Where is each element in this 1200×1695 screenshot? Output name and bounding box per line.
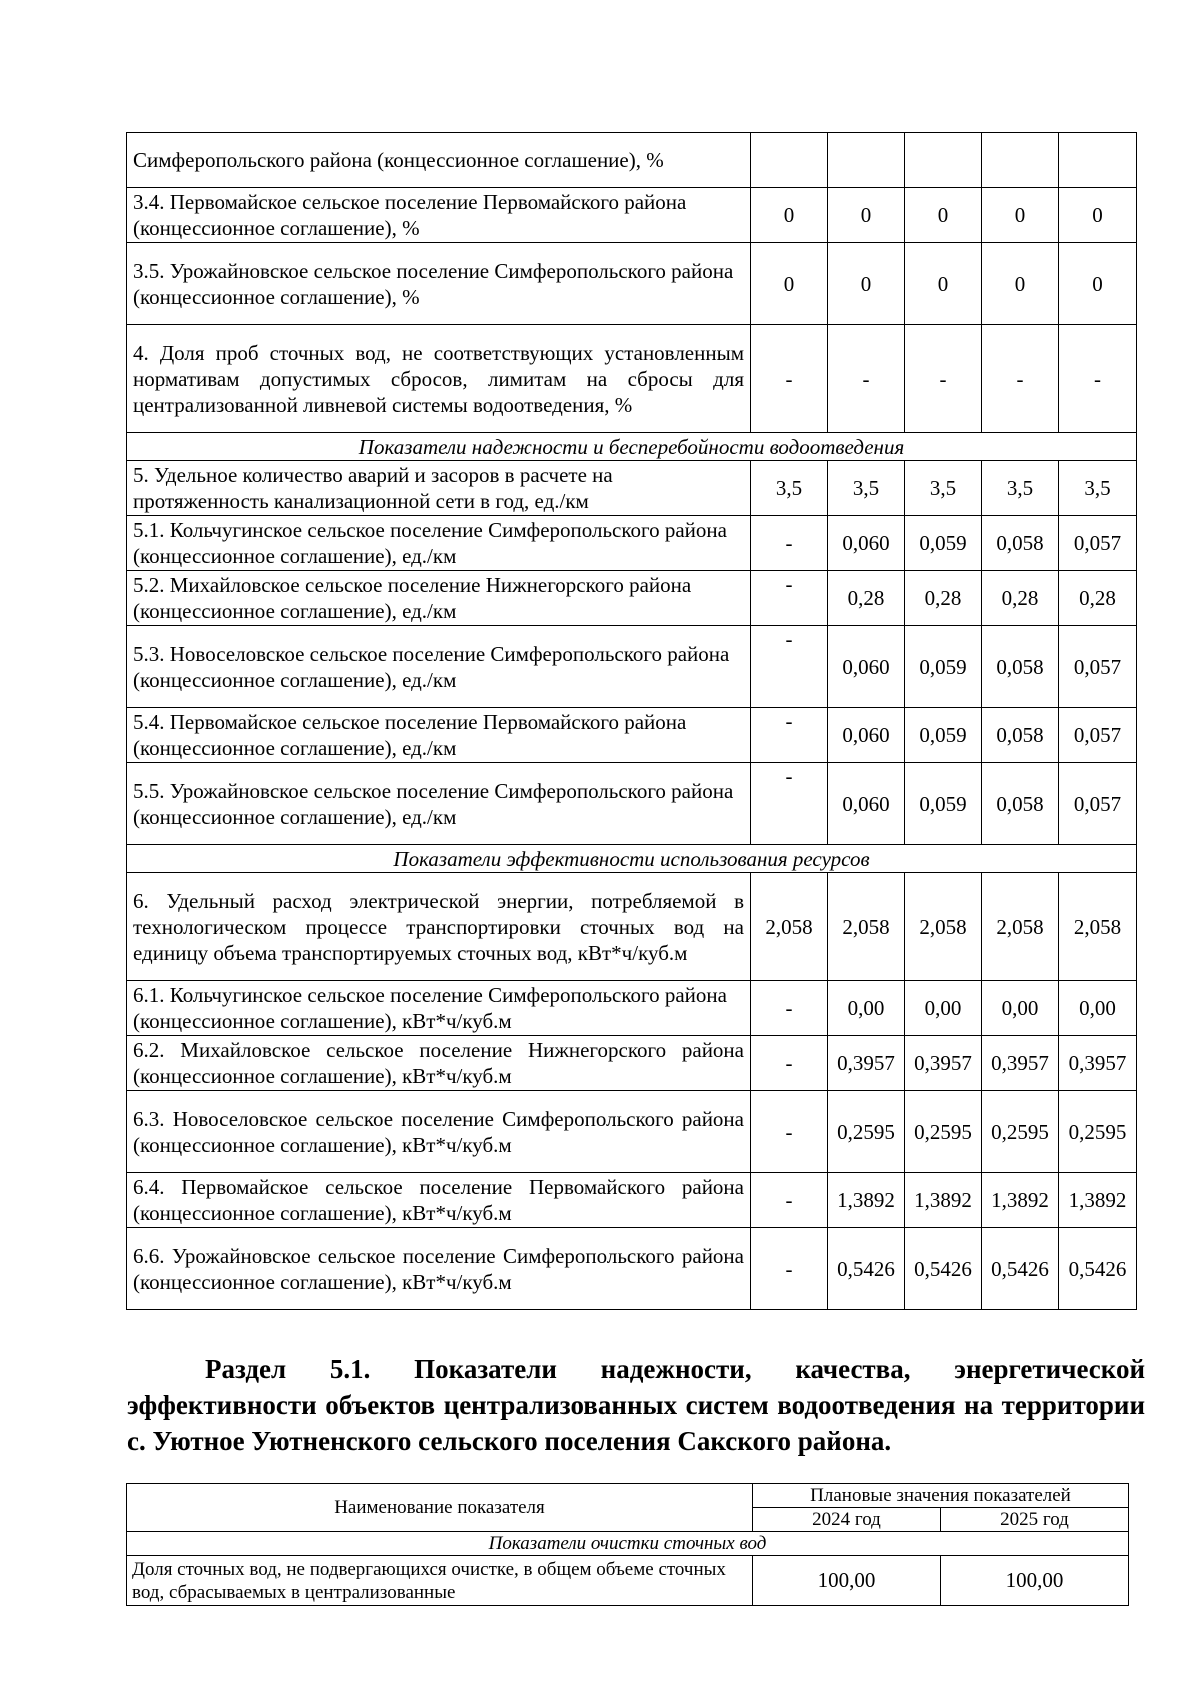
value-cell: 1,3892 — [1059, 1173, 1137, 1228]
value-cell: - — [828, 325, 905, 433]
section-row — [127, 433, 1137, 461]
value-cell: 0 — [828, 188, 905, 243]
value-cell: 0,058 — [982, 516, 1059, 571]
value-cell: 0,059 — [905, 626, 982, 708]
value-cell: 1,3892 — [828, 1173, 905, 1228]
value-cell: 0,058 — [982, 708, 1059, 763]
value-cell: 3,5 — [905, 461, 982, 516]
section-title: Показатели очистки сточных вод — [127, 1532, 1129, 1556]
value-cell: 0 — [751, 188, 828, 243]
section-title: Показатели надежности и бесперебойности водоотведения — [127, 433, 1137, 461]
value-cell: 0,28 — [1059, 571, 1137, 626]
value-cell: 0 — [1059, 188, 1137, 243]
value-cell: 0,2595 — [982, 1091, 1059, 1173]
value-cell: - — [751, 325, 828, 433]
indicator-name: 6.4. Первомайское сельское поселение Первомайского района (концессионное соглашение), кВт*ч/куб.м — [127, 1173, 751, 1228]
value-cell: - — [751, 708, 828, 763]
value-cell: 0,059 — [905, 708, 982, 763]
table-row — [127, 188, 1137, 243]
indicator-name: 3.4. Первомайское сельское поселение Первомайского района (концессионное соглашение), % — [127, 188, 751, 243]
value-cell: 0,3957 — [1059, 1036, 1137, 1091]
table-row — [127, 626, 1137, 708]
table-row — [127, 461, 1137, 516]
table-row — [127, 1091, 1137, 1173]
table-row — [127, 325, 1137, 433]
indicator-name: 6.1. Кольчугинское сельское поселение Симферопольского района (концессионное соглашение), кВт*ч/куб.м — [127, 981, 751, 1036]
value-cell: 1,3892 — [982, 1173, 1059, 1228]
value-cell: 3,5 — [1059, 461, 1137, 516]
value-cell: - — [751, 981, 828, 1036]
value-cell: 0,00 — [828, 981, 905, 1036]
indicator-name: 6.6. Урожайновское сельское поселение Симферопольского района (концессионное соглашение), кВт*ч/куб.м — [127, 1228, 751, 1310]
table-row — [127, 981, 1137, 1036]
value-cell: 0,057 — [1059, 626, 1137, 708]
indicator-name: Симферопольского района (концессионное соглашение), % — [127, 133, 751, 188]
value-cell: 0,2595 — [1059, 1091, 1137, 1173]
value-cell — [982, 133, 1059, 188]
header-year: 2025 год — [941, 1508, 1129, 1532]
header-year: 2024 год — [753, 1508, 941, 1532]
value-cell: 3,5 — [751, 461, 828, 516]
value-cell: 0,058 — [982, 626, 1059, 708]
value-cell: 0 — [828, 243, 905, 325]
value-cell: - — [751, 516, 828, 571]
value-cell: - — [751, 1036, 828, 1091]
indicator-name: 5.1. Кольчугинское сельское поселение Симферопольского района (концессионное соглашение), ед./км — [127, 516, 751, 571]
value-cell: - — [751, 1091, 828, 1173]
value-cell: 0,057 — [1059, 708, 1137, 763]
table-row — [127, 133, 1137, 188]
indicators-table — [126, 132, 1137, 1310]
value-cell: - — [751, 571, 828, 626]
value-cell: 0,28 — [982, 571, 1059, 626]
value-cell: 3,5 — [982, 461, 1059, 516]
value-cell: 0,3957 — [982, 1036, 1059, 1091]
value-cell: 0,057 — [1059, 763, 1137, 845]
indicator-name: 5.4. Первомайское сельское поселение Первомайского района (концессионное соглашение), ед./км — [127, 708, 751, 763]
value-cell: 0,2595 — [828, 1091, 905, 1173]
plan-values-table — [126, 1483, 1129, 1606]
indicator-name: 3.5. Урожайновское сельское поселение Симферопольского района (концессионное соглашение), % — [127, 243, 751, 325]
value-cell: - — [751, 626, 828, 708]
header-indicator-name: Наименование показателя — [127, 1484, 753, 1532]
value-cell: 0,057 — [1059, 516, 1137, 571]
indicator-name: 5.2. Михайловское сельское поселение Нижнегорского района (концессионное соглашение), ед./км — [127, 571, 751, 626]
value-cell: 0,28 — [905, 571, 982, 626]
indicator-name: 6.2. Михайловское сельское поселение Нижнегорского района (концессионное соглашение), кВт*ч/куб.м — [127, 1036, 751, 1091]
value-cell: 0 — [982, 243, 1059, 325]
value-cell: - — [751, 1228, 828, 1310]
section-heading-text: Раздел 5.1. Показатели надежности, качества, энергетической эффективности объектов централизованных систем водоотведения на территории с. Уютное Уютненского сельского поселения Сакского района. — [127, 1354, 1145, 1456]
indicator-name: 5. Удельное количество аварий и засоров в расчете на протяженность канализационной сети в год, ед./км — [127, 461, 751, 516]
value-cell: 0,058 — [982, 763, 1059, 845]
value-cell: 0,00 — [1059, 981, 1137, 1036]
value-cell: 2,058 — [905, 873, 982, 981]
section-heading — [127, 1351, 1145, 1459]
table-row — [127, 1228, 1137, 1310]
indicator-name: 5.5. Урожайновское сельское поселение Симферопольского района (концессионное соглашение), ед./км — [127, 763, 751, 845]
value-cell: - — [1059, 325, 1137, 433]
value-cell: 0,2595 — [905, 1091, 982, 1173]
value-cell: - — [751, 763, 828, 845]
table-row — [127, 763, 1137, 845]
value-cell: 0,3957 — [828, 1036, 905, 1091]
value-cell — [1059, 133, 1137, 188]
indicator-name: 4. Доля проб сточных вод, не соответствующих установленным нормативам допустимых сбросов, лимитам на сбросы для централизованной ливневой системы водоотведения, % — [127, 325, 751, 433]
indicator-name: Доля сточных вод, не подвергающихся очистке, в общем объеме сточных вод, сбрасываемых в централизованные — [127, 1556, 753, 1606]
table-row — [127, 1173, 1137, 1228]
value-cell: - — [751, 1173, 828, 1228]
value-cell: 0,059 — [905, 516, 982, 571]
value-cell: 0,5426 — [828, 1228, 905, 1310]
indicator-name: 5.3. Новоселовское сельское поселение Симферопольского района (концессионное соглашение), ед./км — [127, 626, 751, 708]
value-cell: 0,00 — [982, 981, 1059, 1036]
value-cell: 0,060 — [828, 626, 905, 708]
table-row — [127, 1556, 1129, 1606]
value-cell: 2,058 — [751, 873, 828, 981]
value-cell: 0,060 — [828, 763, 905, 845]
indicator-name: 6. Удельный расход электрической энергии, потребляемой в технологическом процессе транспортировки сточных вод на единицу объема транспортируемых сточных вод, кВт*ч/куб.м — [127, 873, 751, 981]
value-cell: 0,059 — [905, 763, 982, 845]
value-cell — [828, 133, 905, 188]
value-cell — [905, 133, 982, 188]
value-cell: 100,00 — [941, 1556, 1129, 1606]
value-cell: 0 — [905, 188, 982, 243]
section-title: Показатели эффективности использования ресурсов — [127, 845, 1137, 873]
value-cell: - — [982, 325, 1059, 433]
table-row — [127, 873, 1137, 981]
value-cell: 0,060 — [828, 708, 905, 763]
value-cell — [751, 133, 828, 188]
value-cell: 2,058 — [982, 873, 1059, 981]
section-row — [127, 845, 1137, 873]
value-cell: 0,00 — [905, 981, 982, 1036]
value-cell: 0,060 — [828, 516, 905, 571]
section-row — [127, 1532, 1129, 1556]
table-row — [127, 243, 1137, 325]
value-cell: 0,28 — [828, 571, 905, 626]
header-plan-values: Плановые значения показателей — [753, 1484, 1129, 1508]
value-cell: 0 — [751, 243, 828, 325]
value-cell: - — [905, 325, 982, 433]
value-cell: 0,3957 — [905, 1036, 982, 1091]
value-cell: 0 — [982, 188, 1059, 243]
value-cell: 2,058 — [828, 873, 905, 981]
value-cell: 0,5426 — [905, 1228, 982, 1310]
table-row — [127, 516, 1137, 571]
table-row — [127, 1036, 1137, 1091]
table-row — [127, 571, 1137, 626]
indicator-name: 6.3. Новоселовское сельское поселение Симферопольского района (концессионное соглашение), кВт*ч/куб.м — [127, 1091, 751, 1173]
table-row — [127, 708, 1137, 763]
value-cell: 0,5426 — [1059, 1228, 1137, 1310]
value-cell: 1,3892 — [905, 1173, 982, 1228]
value-cell: 3,5 — [828, 461, 905, 516]
value-cell: 2,058 — [1059, 873, 1137, 981]
value-cell: 0 — [905, 243, 982, 325]
header-row — [127, 1484, 1129, 1508]
value-cell: 0,5426 — [982, 1228, 1059, 1310]
value-cell: 100,00 — [753, 1556, 941, 1606]
value-cell: 0 — [1059, 243, 1137, 325]
